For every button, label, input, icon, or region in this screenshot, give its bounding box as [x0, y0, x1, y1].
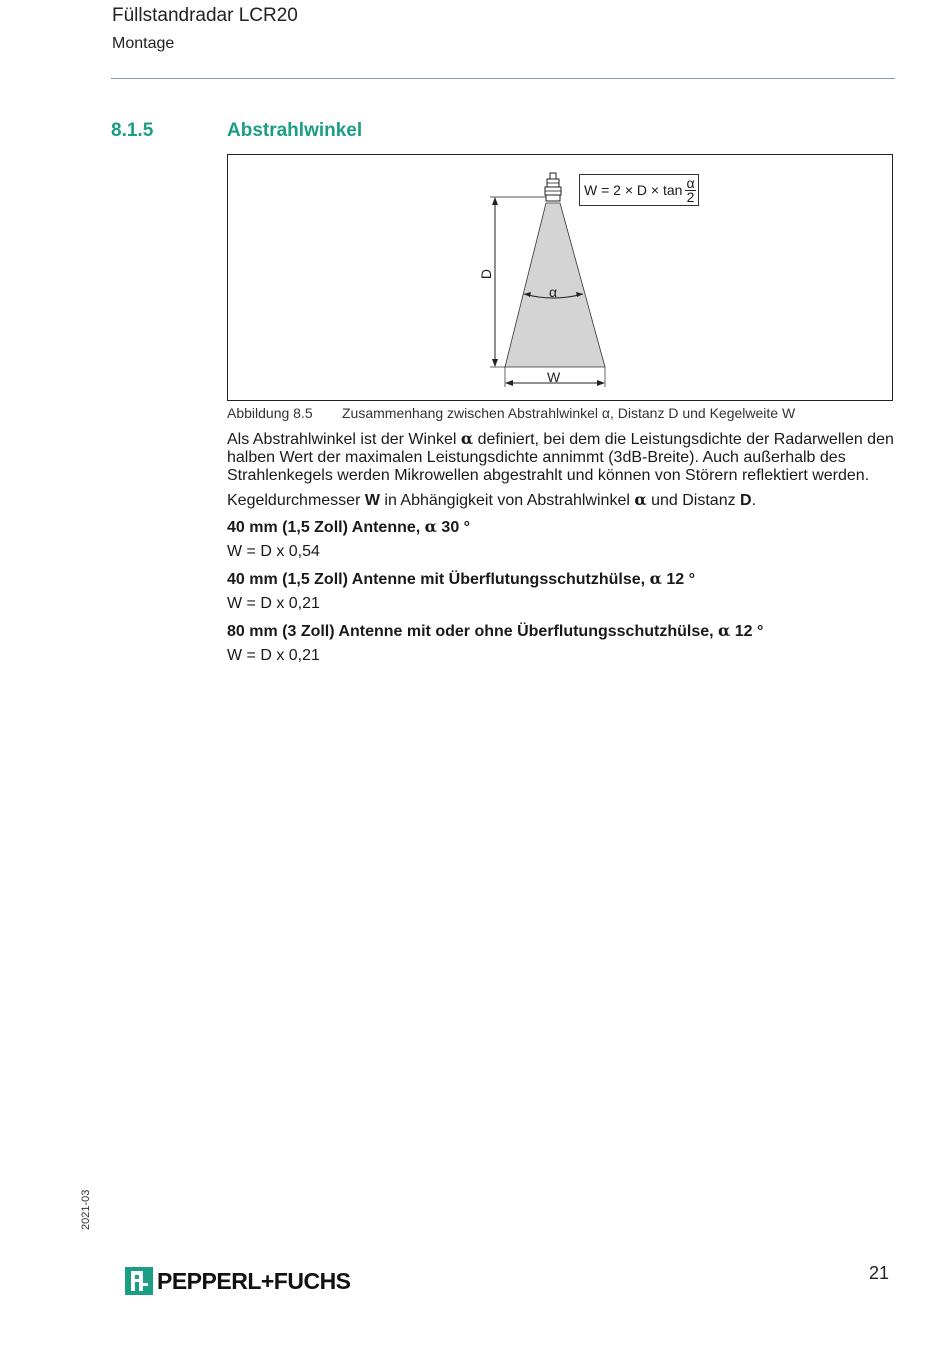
caption-number: Abbildung 8.5	[227, 405, 313, 421]
paragraph-cone-diameter	[227, 491, 897, 510]
section-title: Abstrahlwinkel	[227, 120, 363, 141]
chapter-title: Montage	[112, 35, 175, 52]
alpha-symbol: α	[649, 569, 662, 588]
caption-text: Zusammenhang zwischen Abstrahlwinkel α, Distanz D und Kegelweite W	[342, 405, 796, 421]
revision-date: 2021-03	[80, 1189, 92, 1230]
p2-text-e: .	[751, 492, 757, 509]
alpha-symbol: α	[424, 517, 437, 536]
formula-text: W = 2 × D × tan	[584, 182, 683, 198]
p2-text-a: Kegeldurchmesser	[227, 492, 365, 509]
label-d: D	[478, 268, 495, 280]
label-w: W	[547, 369, 561, 385]
antenna-heading-2	[227, 569, 695, 589]
p1-text-b: definiert, bei dem die Leistungsdichte der Radarwellen den halben Wert der maximalen Leistungsdichte annimmt (3dB-Breite). Auch außerhalb des Strahlenkegels werden Mikrowellen abgestrahlt und können von Störern reflektiert werden.	[227, 431, 894, 484]
antenna-title: 40 mm (1,5 Zoll) Antenne,	[227, 519, 425, 536]
p2-d: D	[740, 492, 752, 509]
pf-logo-icon	[125, 1267, 153, 1295]
antenna-formula-2: W = D x 0,21	[227, 595, 320, 612]
antenna-heading-1	[227, 517, 470, 537]
p2-text-b: in Abhängigkeit von Abstrahlwinkel	[379, 492, 635, 509]
antenna-title: 40 mm (1,5 Zoll) Antenne mit Überflutungsschutzhülse,	[227, 571, 650, 588]
formula-fraction	[685, 174, 695, 205]
antenna-title: 80 mm (3 Zoll) Antenne mit oder ohne Überflutungsschutzhülse,	[227, 623, 718, 640]
antenna-angle: 30 °	[436, 519, 471, 536]
sensor-icon	[545, 173, 561, 201]
antenna-heading-3	[227, 621, 763, 641]
antenna-formula-1: W = D x 0,54	[227, 543, 320, 560]
alpha-symbol: α	[634, 490, 647, 509]
page-number: 21	[869, 1263, 890, 1283]
formula-denominator: 2	[686, 188, 695, 205]
alpha-symbol: α	[718, 621, 731, 640]
document-title: Füllstandradar LCR20	[112, 5, 298, 26]
brand-name: PEPPERL+FUCHS	[157, 1267, 351, 1294]
paragraph-definition	[227, 430, 897, 485]
formula-numerator: α	[686, 174, 695, 191]
antenna-formula-3: W = D x 0,21	[227, 647, 320, 664]
beam-angle-figure	[227, 154, 893, 401]
p2-text-c: und Distanz	[646, 492, 741, 509]
formula-box	[579, 174, 699, 206]
p1-text-a: Als Abstrahlwinkel ist der Winkel	[227, 431, 461, 448]
antenna-angle: 12 °	[661, 571, 695, 588]
alpha-symbol: α	[460, 429, 474, 448]
p2-w: W	[364, 492, 380, 509]
section-number: 8.1.5	[111, 120, 154, 141]
beam-cone-diagram	[228, 155, 894, 402]
antenna-angle: 12 °	[730, 623, 764, 640]
brand-logo	[125, 1266, 351, 1296]
header-divider	[111, 78, 895, 79]
label-alpha: α	[549, 284, 558, 300]
